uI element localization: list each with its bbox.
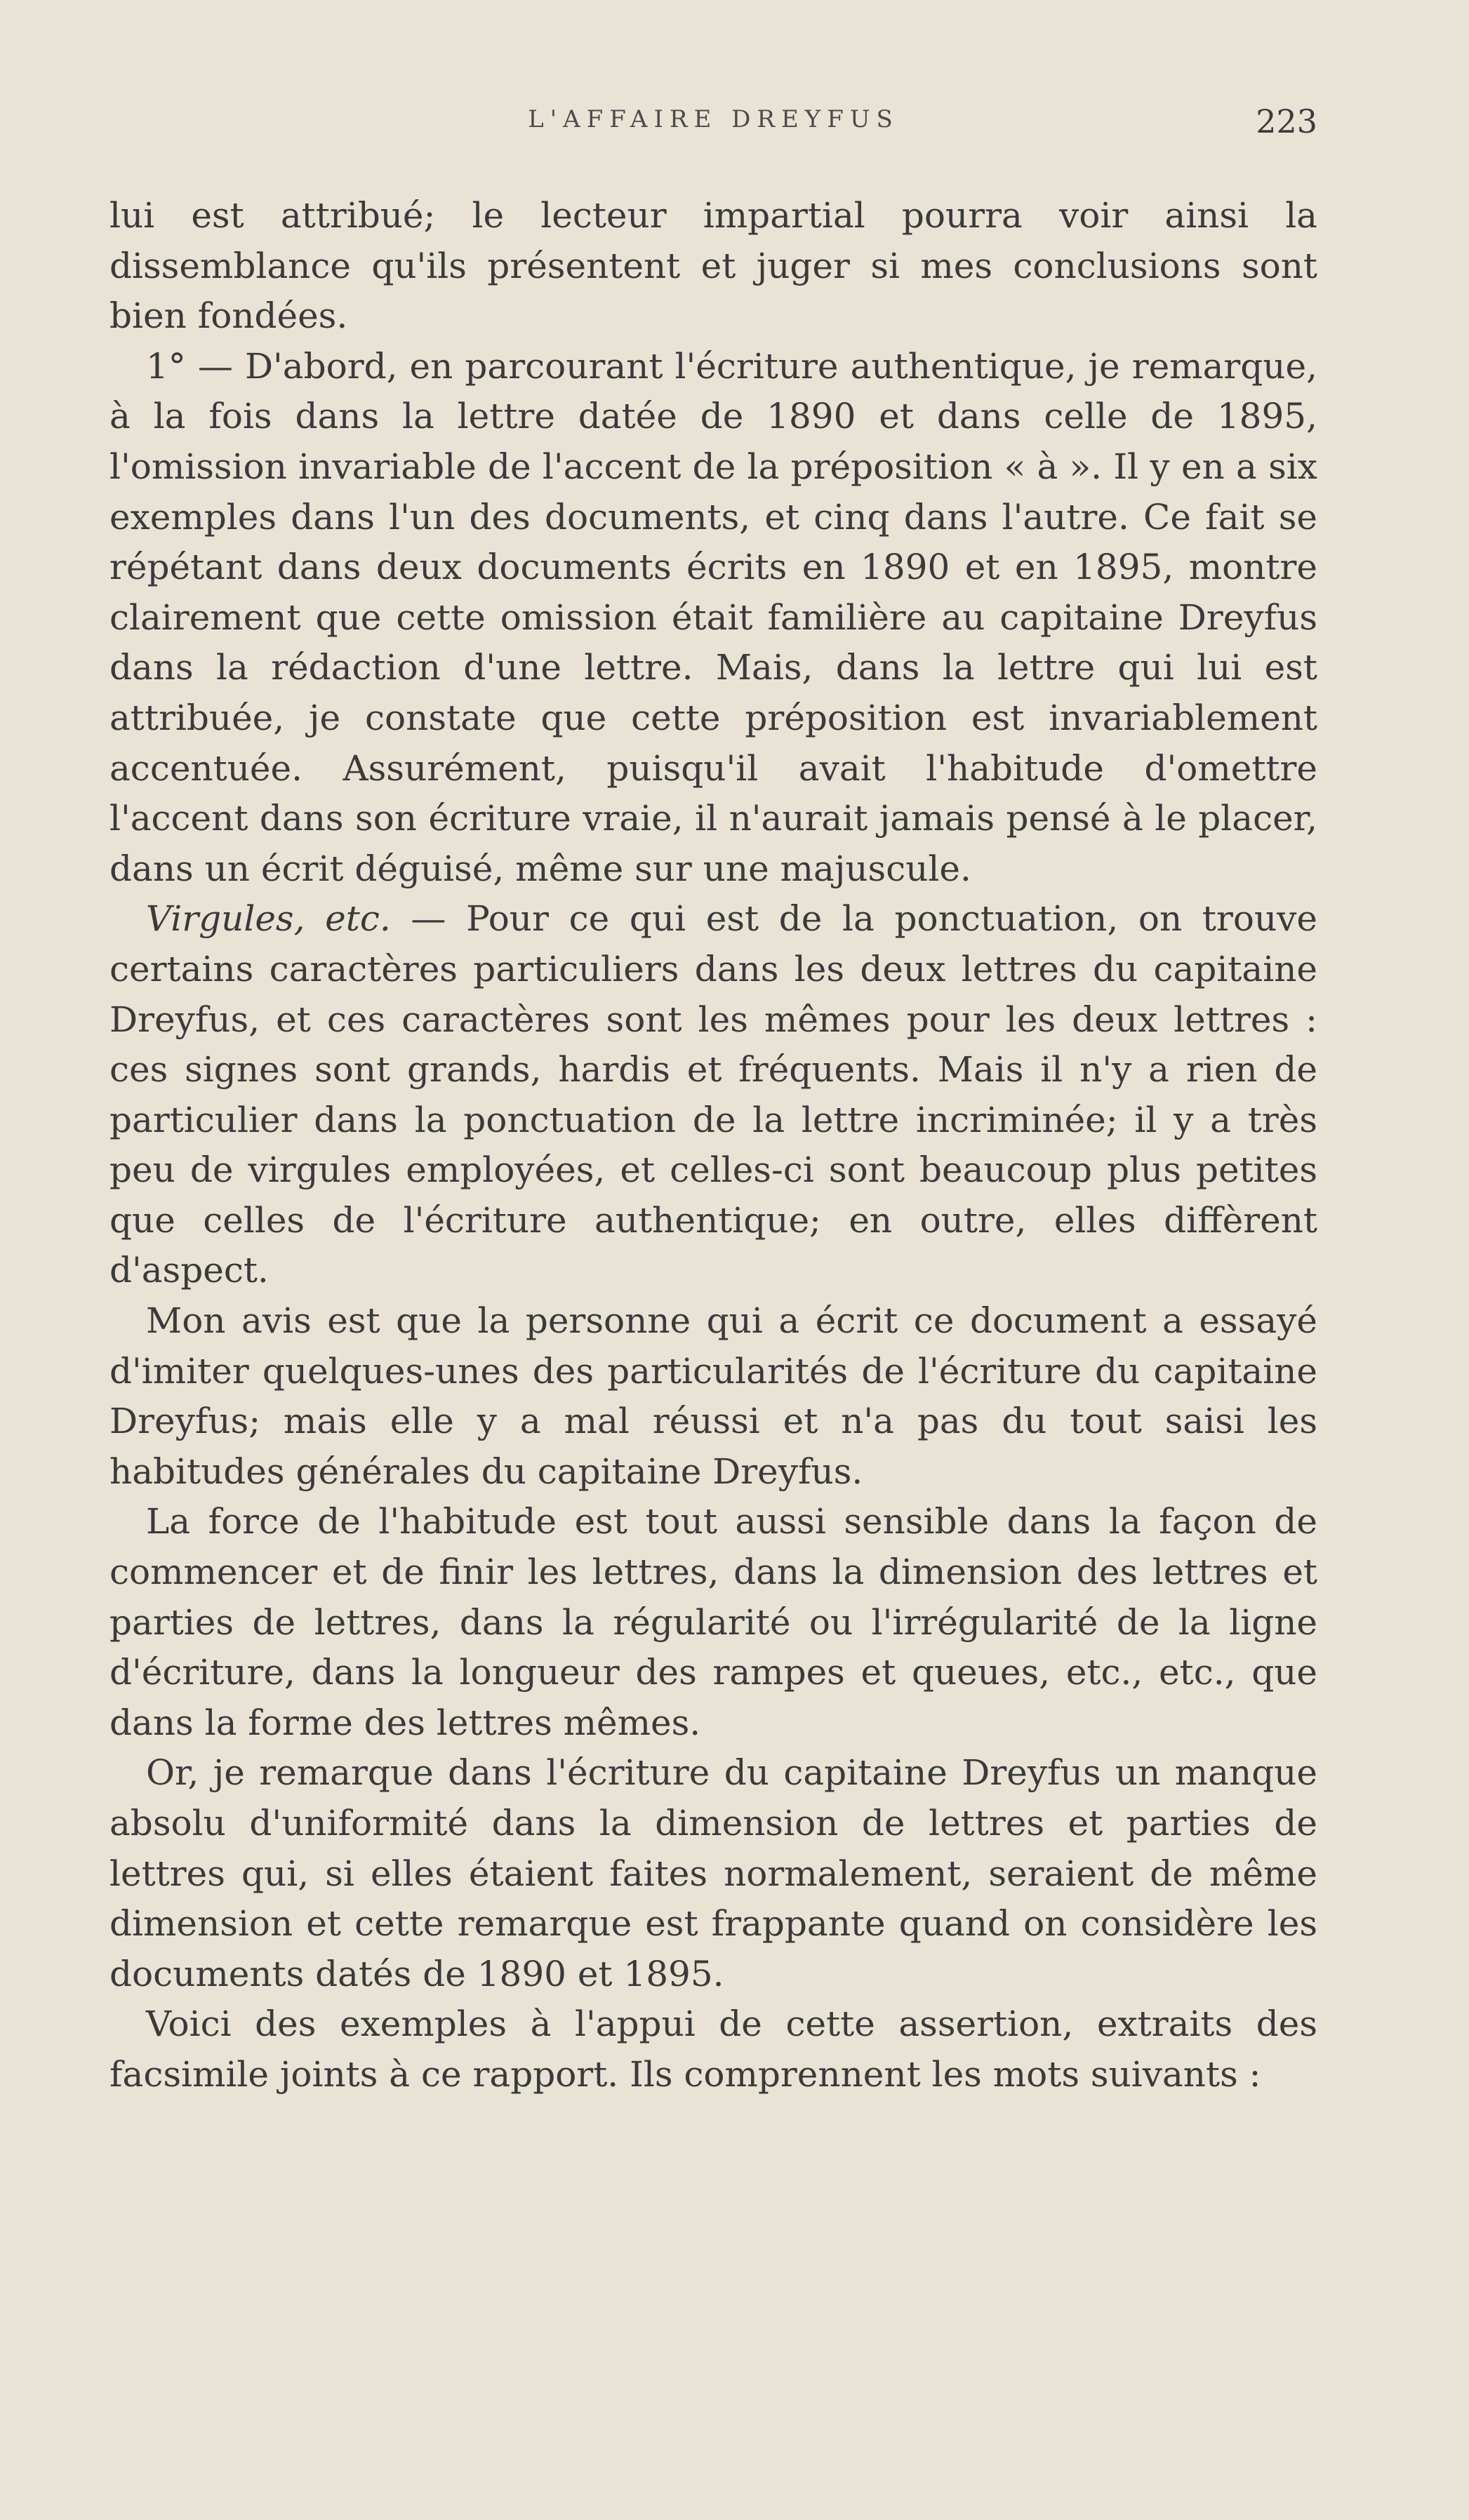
running-title: L'AFFAIRE DREYFUS <box>528 105 899 133</box>
body-text <box>109 191 1317 2100</box>
page-number: 223 <box>1256 102 1317 140</box>
paragraph-text: Voici des exemples à l'appui de cette assertion, extraits des facsimile joints à ce rapport. Ils comprennent les mots suivants : <box>109 2004 1317 2095</box>
paragraph-continuation <box>109 191 1317 342</box>
paragraph-examples <box>109 1999 1317 2100</box>
paragraph-text: La force de l'habitude est tout aussi sensible dans la façon de commencer et de finir les lettres, dans la dimension des lettres et parties de lettres, dans la régularité ou l'irrégularité de la ligne d'écriture, dans la longueur des rampes et queues, etc., etc., que dans la forme des lettres mêmes. <box>109 1501 1317 1743</box>
paragraph-uniformity <box>109 1748 1317 1999</box>
paragraph-lead-italic: Virgules, etc. <box>146 898 391 940</box>
paragraph-text: Mon avis est que la personne qui a écrit ce document a essayé d'imiter quelques-unes des particularités de l'écriture du capitaine Dreyfus; mais elle y a mal réussi et n'a pas du tout saisi les habitudes générales du capitaine Dreyfus. <box>109 1300 1317 1492</box>
paragraph-text: lui est attribué; le lecteur impartial pourra voir ainsi la dissemblance qu'ils présentent et juger si mes conclusions sont bien fondées. <box>109 195 1317 337</box>
paragraph-text: 1° — D'abord, en parcourant l'écriture authentique, je remarque, à la fois dans la lettre datée de 1890 et dans celle de 1895, l'omission invariable de l'accent de la préposition « à ». Il y en a six exemples dans l'un des documents, et cinq dans l'autre. Ce fait se répétant dans deux documents écrits en 1890 et en 1895, montre clairement que cette omission était familière au capitaine Dreyfus dans la rédaction d'une lettre. Mais, dans la lettre qui lui est attribuée, je constate que cette préposition est invariablement accentuée. Assurément, puisqu'il avait l'habitude d'omettre l'accent dans son écriture vraie, il n'aurait jamais pensé à le placer, dans un écrit déguisé, même sur une majuscule. <box>109 345 1317 889</box>
paragraph-habit <box>109 1497 1317 1748</box>
paragraph-punctuation <box>109 894 1317 1296</box>
paragraph-text: — Pour ce qui est de la ponctuation, on trouve certains caractères particuliers dans les deux lettres du capitaine Dreyfus, et ces caractères sont les mêmes pour les deux lettres : ces signes sont grands, hardis et fréquents. Mais il n'y a rien de particulier dans la ponctuation de la lettre incriminée; il y a très peu de virgules employées, et celles-ci sont beaucoup plus petites que celles de l'écriture authentique; en outre, elles diffèrent d'aspect. <box>109 898 1318 1291</box>
running-head <box>109 102 1317 147</box>
paragraph-text: Or, je remarque dans l'écriture du capitaine Dreyfus un manque absolu d'uniformité dans la dimension de lettres et parties de lettres qui, si elles étaient faites normalement, seraient de même dimension et cette remarque est frappante quand on considère les documents datés de 1890 et 1895. <box>109 1752 1317 1994</box>
paragraph-accent-omission <box>109 342 1317 895</box>
paragraph-opinion <box>109 1296 1317 1497</box>
